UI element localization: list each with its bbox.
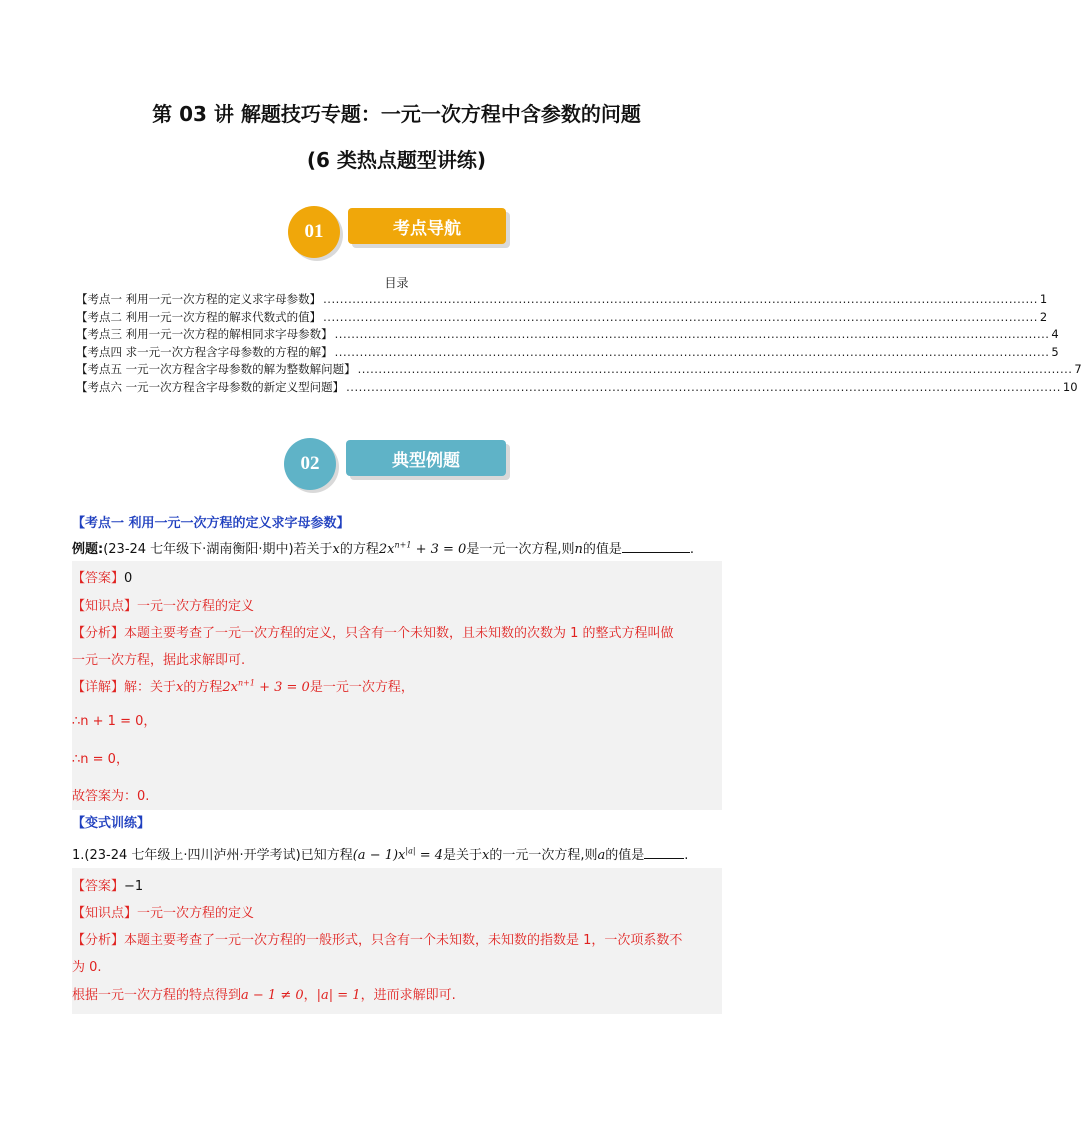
- toc-page-number: 7: [1074, 362, 1082, 377]
- analysis-line: 【分析】本题主要考查了一元一次方程的一般形式，只含有一个未知数，未知数的指数是 1，一次项系数不: [72, 933, 683, 948]
- toc-page-number: 1: [1039, 292, 1048, 306]
- toc-item[interactable]: [76, 309, 1048, 327]
- badge-number: 01: [288, 206, 340, 258]
- toc-page-number: 2: [1039, 309, 1048, 324]
- toc-item[interactable]: [76, 291, 1048, 309]
- answer-blank: [622, 540, 690, 553]
- toc-item[interactable]: [76, 344, 1059, 362]
- toc-heading: 目录: [384, 276, 409, 290]
- analysis-line-2: 一元一次方程，据此求解即可.: [72, 653, 246, 668]
- badge-label: 考点导航: [348, 208, 506, 244]
- knowledge-line: 【知识点】一元一次方程的定义: [72, 599, 255, 614]
- page-title: 第 03 讲 解题技巧专题：一元一次方程中含参数的问题: [152, 102, 641, 126]
- detail-line: 【详解】解：关于x的方程$2x^{n+1} + 3 = 0$是一元一次方程，: [72, 678, 414, 695]
- equation: $2x^{n+1} + 3 = 0$: [378, 540, 467, 557]
- toc-item-label: 【考点三 利用一元一次方程的解相同求字母参数】: [76, 327, 333, 342]
- equation: $(a - 1)x^{|a|} = 4$: [352, 846, 443, 863]
- training-question: 1.(23-24 七年级上·四川泸州·开学考试)已知方程$(a - 1)x^{|a|} = 4$是关于x的一元一次方程,则a的值是 .: [72, 846, 689, 863]
- page-subtitle: (6 类热点题型讲练): [306, 148, 487, 172]
- training-heading: 【变式训练】: [72, 816, 151, 831]
- example-label: 例题:: [72, 542, 104, 557]
- toc-leader: ............................................................................................................................................................................: [346, 379, 1061, 394]
- toc-leader: ............................................................................................................................................................................: [334, 327, 1050, 342]
- final-answer-line: 故答案为：0.: [72, 789, 150, 804]
- answer-blank: [644, 846, 684, 859]
- toc-item-label: 【考点五 一元一次方程含字母参数的解为整数解问题】: [76, 362, 356, 377]
- toc-item-label: 【考点二 利用一元一次方程的解求代数式的值】: [76, 309, 322, 324]
- knowledge-line: 【知识点】一元一次方程的定义: [72, 906, 255, 921]
- toc-item[interactable]: [76, 361, 1082, 379]
- analysis-line: 【分析】本题主要考查了一元一次方程的定义，只含有一个未知数，且未知数的次数为 1 的整式方程叫做: [72, 626, 674, 641]
- toc-leader: ............................................................................................................................................................................: [323, 292, 1038, 306]
- section-heading: 【考点一 利用一元一次方程的定义求字母参数】: [72, 516, 350, 531]
- badge-number: 02: [284, 438, 336, 490]
- answer-line: 【答案】−1: [72, 879, 144, 894]
- toc-page-number: 5: [1051, 344, 1059, 359]
- toc-leader: ............................................................................................................................................................................: [334, 344, 1050, 359]
- toc-page-number: 10: [1062, 379, 1078, 394]
- toc-page-number: 4: [1051, 327, 1059, 342]
- example-question: 例题:(23-24 七年级下·湖南衡阳·期中)若关于x的方程$2x^{n+1} + 3 = 0$是一元一次方程,则n的值是 .: [72, 540, 694, 557]
- step-line: ∴n = 0，: [72, 752, 129, 767]
- toc-item-label: 【考点一 利用一元一次方程的定义求字母参数】: [76, 292, 322, 306]
- toc-leader: ............................................................................................................................................................................: [323, 309, 1038, 324]
- step-line: ∴n + 1 = 0，: [72, 714, 157, 729]
- badge-label: 典型例题: [346, 440, 506, 476]
- toc-item[interactable]: [76, 326, 1059, 344]
- method-line: 根据一元一次方程的特点得到a − 1 ≠ 0，|a| = 1，进而求解即可.: [72, 988, 456, 1003]
- toc-item[interactable]: [76, 379, 1078, 397]
- toc-leader: ............................................................................................................................................................................: [357, 362, 1073, 377]
- answer-line: 【答案】0: [72, 571, 133, 586]
- toc-item-label: 【考点六 一元一次方程含字母参数的新定义型问题】: [76, 379, 345, 394]
- analysis-line-2: 为 0.: [72, 960, 102, 975]
- table-of-contents: [76, 291, 1082, 397]
- toc-item-label: 【考点四 求一元一次方程含字母参数的方程的解】: [76, 344, 333, 359]
